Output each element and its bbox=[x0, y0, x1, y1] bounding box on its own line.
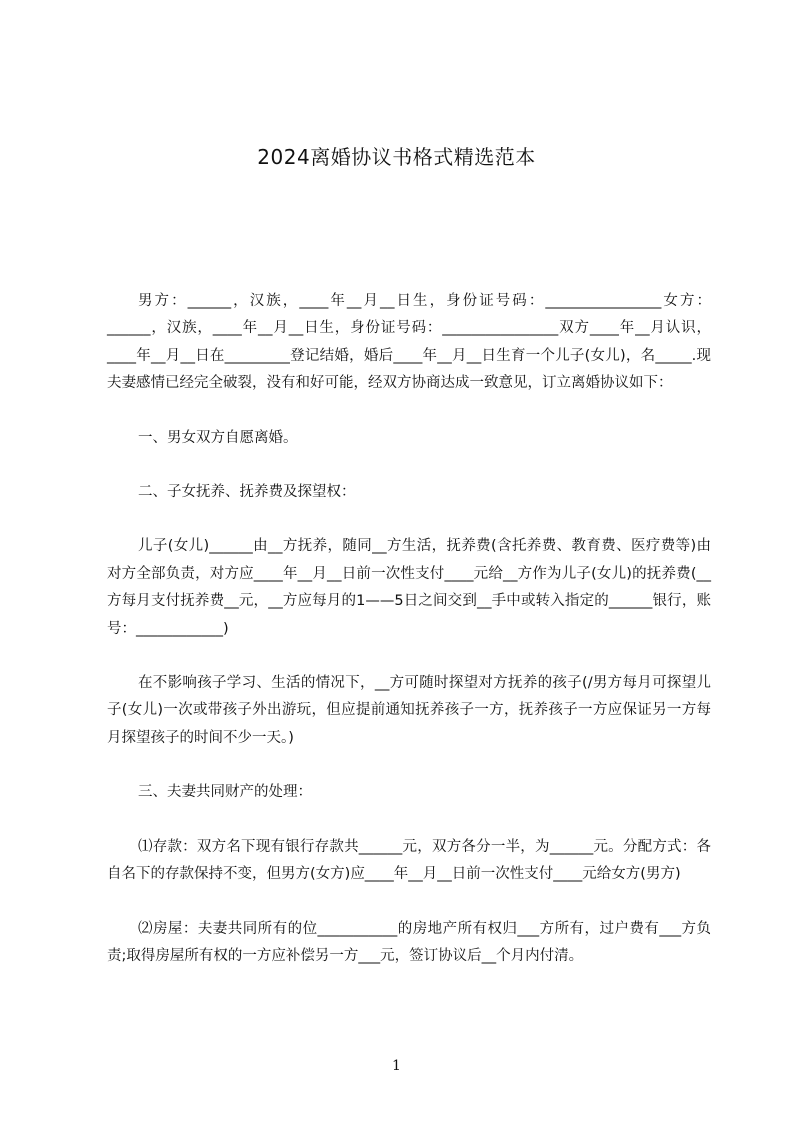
clause-2-heading: 二、子女抚养、抚养费及探望权： bbox=[138, 484, 356, 501]
property-paragraph: ⑵房屋：夫妻共同所有的位___________的房地产所有权归___方所有，过户费有___方负责;取得房屋所有权的一方应补偿另一方___元，签订协议后__个月内付清。 bbox=[107, 920, 711, 964]
document-title: 2024离婚协议书格式精选范本 bbox=[257, 145, 536, 169]
clause-1-heading: 一、男女双方自愿离婚。 bbox=[138, 429, 298, 446]
savings-paragraph: ⑴存款：双方名下现有银行存款共______元，双方各分一半，为______元。分配方式：各自名下的存款保持不变，但男方(女方)应____年__月__日前一次性支付____元给女方(男方) bbox=[107, 838, 711, 883]
child-custody-paragraph: 儿子(女儿)______由__方抚养，随同__方生活，抚养费(含托养费、教育费、医疗费等)由对方全部负责，对方应____年__月__日前一次性支付____元给__方作为儿子(女儿)的抚养费(__方每月支付抚养费__元，__方应每月的1——5日之间交到__手中或转入指定的______银行，账号：____________) bbox=[107, 538, 711, 637]
intro-paragraph: 男方：______，汉族，____年__月__日生，身份证号码：________________女方：______，汉族，____年__月__日生，身份证号码：________________双方____年__月认识，____年__月__日在_________登记结婚，婚后____年__月__日生育一个儿子(女儿)，名_____.现夫妻感情已经完全破裂，没有和好可能，经双方协商达成一致意见，订立离婚协议如下： bbox=[107, 293, 711, 392]
page-number: 1 bbox=[392, 1058, 401, 1074]
visitation-paragraph: 在不影响孩子学习、生活的情况下，__方可随时探望对方抚养的孩子(/男方每月可探望儿子(女儿)一次或带孩子外出游玩，但应提前通知抚养孩子一方，抚养孩子一方应保证另一方每月探望孩子的时间不少一天。) bbox=[107, 675, 711, 746]
document-body bbox=[107, 288, 711, 970]
clause-3-heading: 三、夫妻共同财产的处理： bbox=[138, 784, 312, 801]
